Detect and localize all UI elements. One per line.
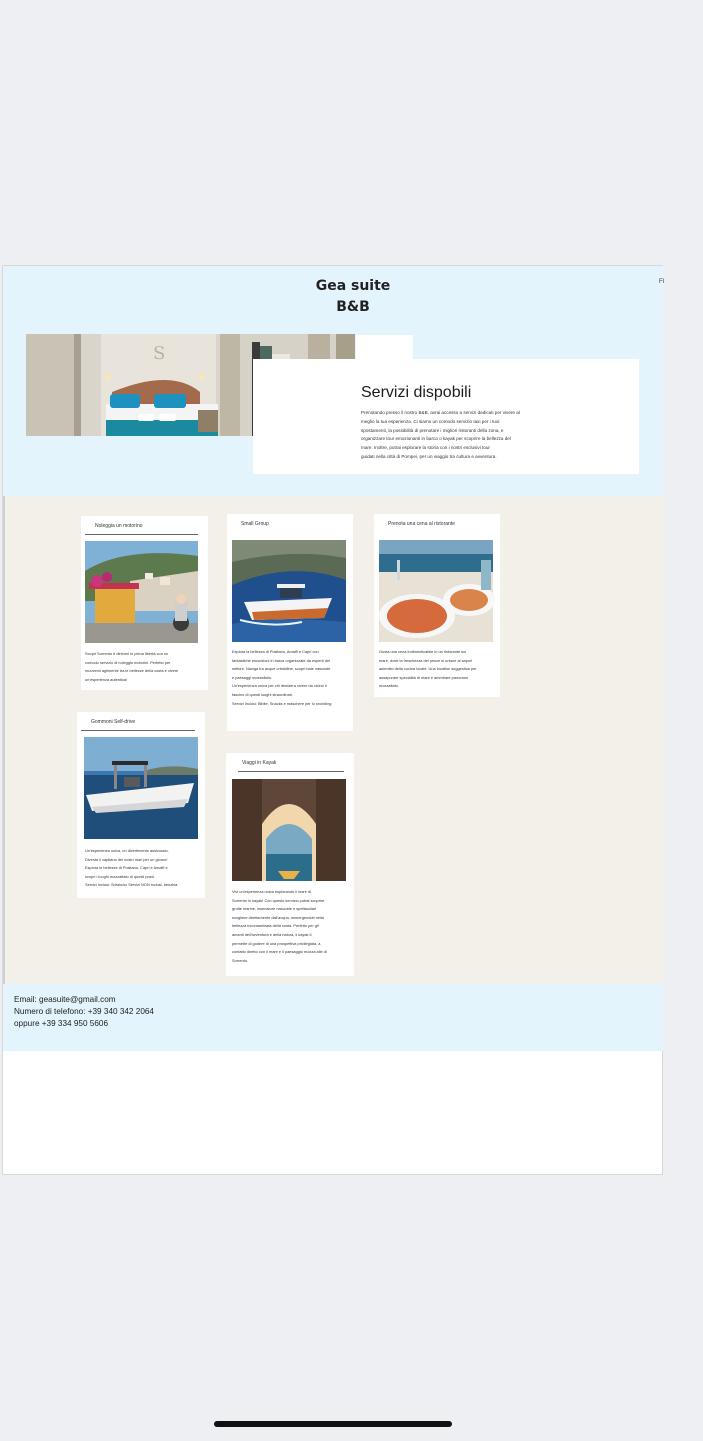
services-description-line: organizzare tour emozionanti in barca o kayak per scoprire la bellezza del xyxy=(361,436,511,442)
corner-mark: Fl xyxy=(659,279,664,285)
services-title: Servizi dispobili xyxy=(361,384,472,401)
card-description-line: e paesaggi mozzafiato. xyxy=(232,674,273,680)
card-description-line: Sorrento. xyxy=(232,957,249,963)
card-description-line: Diventa il capitano dei nostri mari per un giorno! xyxy=(85,856,168,862)
card-description-line: Vivi un'esperienza unica esplorando il mare di xyxy=(232,889,311,894)
home-indicator[interactable] xyxy=(214,1421,452,1427)
card-description-line: bellezza incontaminata della costa. Perfetto per gli xyxy=(232,923,319,929)
contact-alt-phone[interactable]: oppure +39 334 950 5606 xyxy=(14,1019,109,1028)
card-description xyxy=(232,888,352,965)
card-description-line: assaporare specialità di mare e ammirare panorami xyxy=(379,674,468,680)
web-page xyxy=(2,265,663,1175)
services-description-line: mare. Inoltre, potrai esplorare la storia con i nostri esclusivi tour xyxy=(361,445,490,451)
boat-tour-photo xyxy=(232,540,346,642)
card-description-line: grotte marine, insenature nascoste e spettacolari xyxy=(232,906,317,912)
card-divider xyxy=(85,534,198,535)
card-description xyxy=(379,648,499,691)
services-description-line: meglio la tua esperienza. Ci siamo un comodo servizio taxi per i tuoi xyxy=(361,418,500,424)
card-description-line: Servizi Inclusi: Sdraio/sx Servizi NON inclusi: benzina xyxy=(85,882,178,888)
service-card-small-group[interactable] xyxy=(227,514,353,731)
contact-email[interactable]: Email: geasuite@gmail.com xyxy=(14,995,116,1004)
card-description-line: settore. Naviga tra acque cristalline, scopri baie nascoste xyxy=(232,666,331,672)
service-card-kayak[interactable] xyxy=(226,753,354,976)
contact-footer xyxy=(3,984,664,1051)
dinghy-photo xyxy=(84,737,198,839)
card-description-line: muoversi agilmente tra le bellezze della costa e vivere xyxy=(85,668,179,674)
card-description-line: autentici della cucina locale. Una location suggestiva per xyxy=(379,666,477,672)
services-description-line: Prenotando presso il nostro B&B, avrai accesso a servizi dedicati per vivere al xyxy=(361,410,520,415)
card-description-line: Scopri Sorrento e dintorni in piena libertà con un xyxy=(85,651,169,656)
card-title: Noleggia un motorino xyxy=(95,523,143,529)
card-description-line: scopri i luoghi mozzafiato di questi posti. xyxy=(85,873,155,879)
services-description-line: guidati nella città di Pompei, per un viaggio tra cultura e avventura. xyxy=(361,453,497,459)
card-description-line: permette di godere di una prospettiva privilegiata, a xyxy=(232,940,321,946)
services-description xyxy=(361,409,531,462)
hero-section xyxy=(3,266,664,496)
contact-phone[interactable]: Numero di telefono: +39 340 342 2064 xyxy=(14,1007,154,1016)
hero-tab-block xyxy=(356,335,413,360)
card-title: Small Group xyxy=(241,521,269,527)
restaurant-photo xyxy=(379,540,493,642)
card-description xyxy=(232,648,352,708)
card-description-line: Esplora le bellezze di Positano, Capri e Amalfi e xyxy=(85,865,168,871)
brand-name[interactable]: Gea suite xyxy=(315,278,391,294)
card-description-line: scogliere direttamente dall'acqua, immergendoti nella xyxy=(232,914,324,920)
card-description xyxy=(85,847,205,890)
card-description xyxy=(85,650,205,684)
card-description-line: mare, dove la freschezza del pesce si unisce ai sapori xyxy=(379,657,473,663)
card-description-line: amanti dell'avventura e della natura, il kayak ti xyxy=(232,931,312,937)
card-divider xyxy=(238,771,344,772)
card-description-line: fantastiche escursioni in barca organizzate da esperti del xyxy=(232,657,330,663)
svg-text:S: S xyxy=(153,343,166,364)
card-description-line: un'esperienza autentica! xyxy=(85,676,128,682)
service-card-scooter[interactable] xyxy=(81,516,208,690)
card-description-line: mozzafiato. xyxy=(379,683,399,689)
card-title: Prenota una cena al ristorante xyxy=(388,521,455,527)
card-divider xyxy=(81,730,195,731)
card-title: Gommoni Self-drive xyxy=(91,719,136,725)
brand-subtitle: B&B xyxy=(336,299,370,315)
kayak-cave-photo xyxy=(232,779,346,881)
service-card-self-drive[interactable] xyxy=(77,712,205,898)
card-description-line: Esplora la bellezza di Positano, Amalfi e Capri con xyxy=(232,649,319,654)
card-title: Viaggi in Kayak xyxy=(242,760,277,766)
card-description-line: Un'esperienza unica per chi desidera vivere da vicino il xyxy=(232,683,327,689)
services-grid xyxy=(3,496,664,984)
card-description-line: comodo servizio di noleggio motorini. Perfetto per xyxy=(85,659,171,665)
service-card-restaurant[interactable] xyxy=(374,514,500,697)
card-description-line: Servizi Inclusi: Bibite, Snacks e maschere per lo snorkling xyxy=(232,700,332,706)
card-description-line: Un'esperienza unica, un divertimento assicurato. xyxy=(85,848,169,853)
services-description-line: spostamenti, la possibilità di prenotare i migliori ristoranti della zona, e xyxy=(361,427,504,433)
card-description-line: Gusta una cena indimenticabile in un ristorante sul xyxy=(379,649,467,654)
scooter-photo xyxy=(85,541,198,643)
services-intro-box xyxy=(253,359,639,474)
card-description-line: fascino di questi luoghi straordinari. xyxy=(232,691,293,697)
card-description-line: contatto diretto con il mare e il paesaggio mozza alle di xyxy=(232,949,327,955)
card-description-line: Sorrento in kayak! Con questo servizio potrai scoprire xyxy=(232,897,325,903)
